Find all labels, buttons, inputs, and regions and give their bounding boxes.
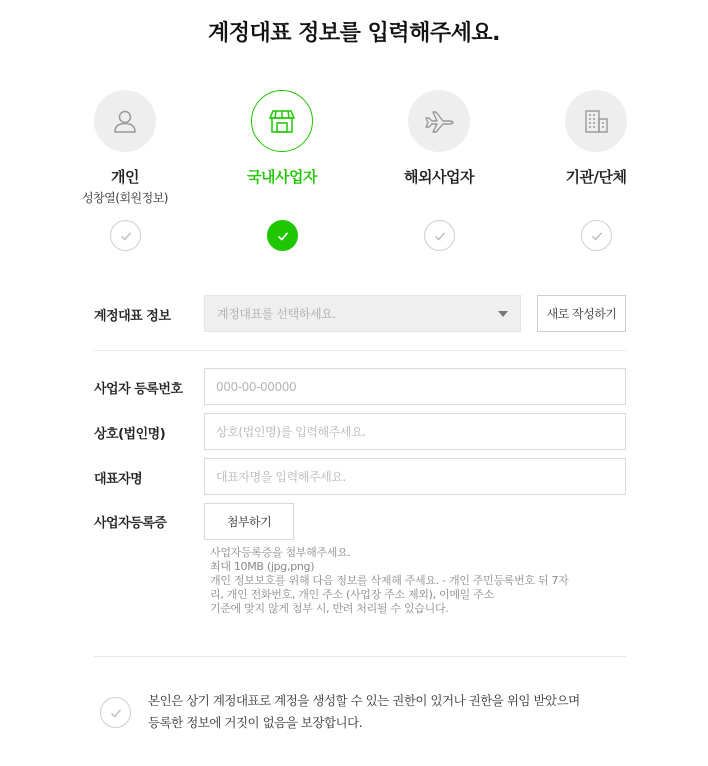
account-type-label: 기관/단체: [565, 168, 627, 186]
agreement-checkbox[interactable]: [100, 697, 131, 728]
agreement-line: 본인은 상기 계정대표로 계정을 생성할 수 있는 권한이 있거나 권한을 위임 받았으며: [148, 693, 580, 708]
account-type-overseas-check[interactable]: [424, 220, 455, 251]
check-icon: [590, 229, 604, 243]
account-type-label: 개인: [111, 168, 139, 186]
company-name-label: 상호(법인명): [94, 427, 166, 442]
certificate-note: 최대 10MB (jpg,png): [210, 560, 315, 573]
store-icon: [267, 107, 297, 135]
account-type-overseas[interactable]: [369, 90, 509, 189]
certificate-note: 리, 개인 전화번호, 개인 주소 (사업장 주소 제외), 이메일 주소: [210, 588, 494, 601]
account-type-organization[interactable]: [526, 90, 666, 189]
representative-select-placeholder: 계정대표를 선택하세요.: [217, 307, 336, 321]
check-icon: [433, 229, 447, 243]
new-representative-button[interactable]: 새로 작성하기: [537, 295, 626, 332]
agreement-line: 등록한 정보에 거짓이 없음을 보장합니다.: [148, 715, 363, 730]
building-icon: [581, 107, 611, 135]
ceo-name-input[interactable]: [204, 458, 626, 495]
account-type-domestic-check[interactable]: [267, 220, 298, 251]
business-number-label: 사업자 등록번호: [94, 382, 183, 397]
account-type-personal-check[interactable]: [110, 220, 141, 251]
account-type-label: 국내사업자: [247, 168, 317, 186]
attach-button[interactable]: 첨부하기: [204, 503, 294, 540]
certificate-note: 개인 정보보호를 위해 다음 정보를 삭제해 주세요. - 개인 주민등록번호 뒤 7자: [210, 574, 569, 587]
representative-select[interactable]: [204, 295, 521, 332]
check-icon: [276, 229, 290, 243]
check-icon: [119, 229, 133, 243]
account-type-label: 해외사업자: [404, 168, 474, 186]
check-icon: [109, 706, 123, 720]
account-type-domestic[interactable]: [212, 90, 352, 189]
page-title: 계정대표 정보를 입력해주세요.: [208, 21, 500, 46]
certificate-note: 사업자등록증을 첨부해주세요.: [210, 546, 351, 559]
agreement-text[interactable]: [148, 690, 628, 734]
account-type-personal[interactable]: [55, 90, 195, 206]
account-type-selector: [0, 90, 708, 260]
account-type-organization-circle[interactable]: [565, 90, 627, 152]
account-type-sub: 성창열(회원정보): [81, 191, 168, 205]
divider: [94, 350, 626, 351]
account-type-overseas-circle[interactable]: [408, 90, 470, 152]
business-number-input[interactable]: [204, 368, 626, 405]
company-name-input[interactable]: [204, 413, 626, 450]
account-type-domestic-circle[interactable]: [251, 90, 313, 152]
airplane-icon: [423, 109, 455, 133]
representative-label: 계정대표 정보: [94, 309, 171, 324]
certificate-label: 사업자등록증: [94, 516, 167, 531]
certificate-note: 기준에 맞지 않게 첨부 시, 반려 처리될 수 있습니다.: [210, 602, 449, 615]
person-icon: [111, 107, 139, 135]
divider: [94, 656, 626, 657]
certificate-notes: [210, 546, 630, 616]
ceo-name-label: 대표자명: [94, 472, 143, 487]
chevron-down-icon: [498, 311, 508, 317]
account-type-organization-check[interactable]: [581, 220, 612, 251]
account-type-personal-circle[interactable]: [94, 90, 156, 152]
